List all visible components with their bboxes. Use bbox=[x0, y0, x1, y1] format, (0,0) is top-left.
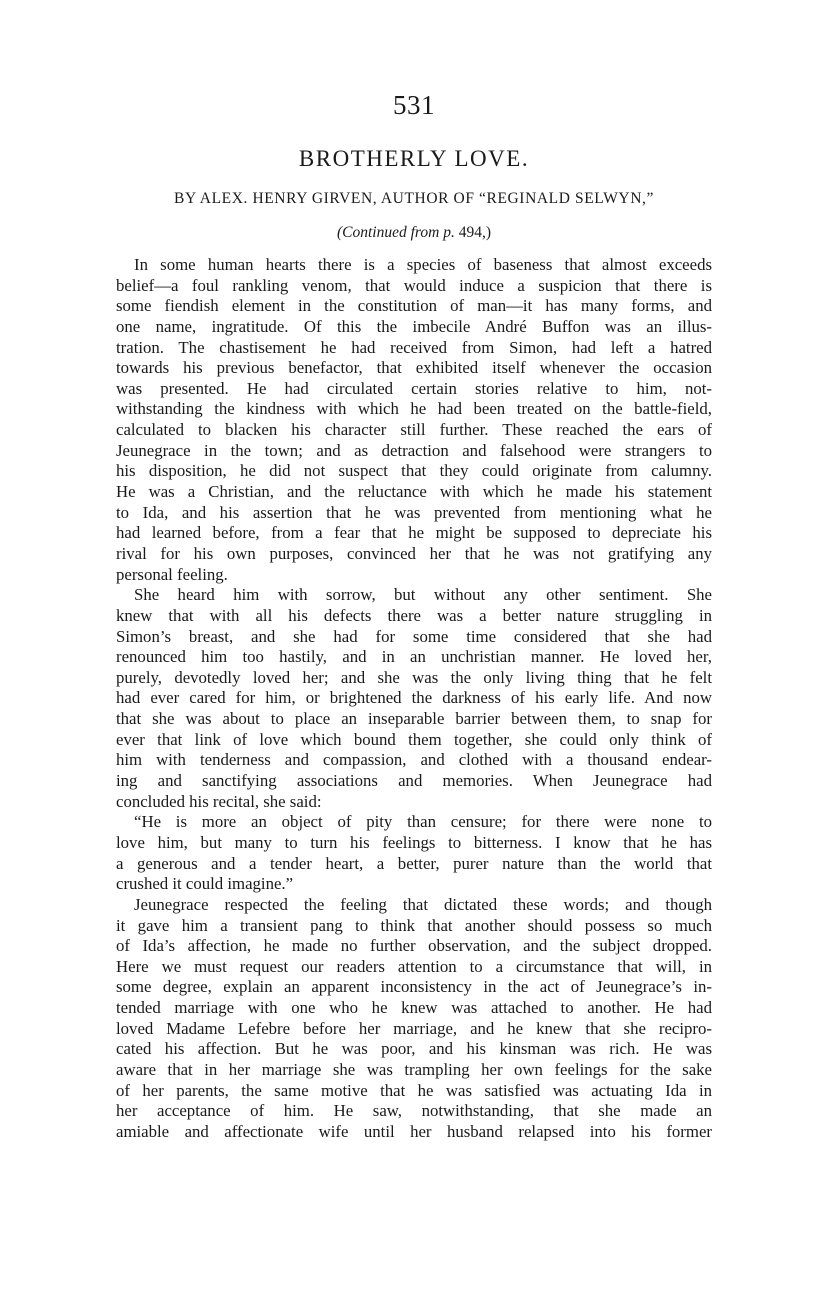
text-line: belief—a foul rankling venom, that would induce a suspicion that there is bbox=[116, 275, 712, 295]
text-line: ever that link of love which bound them together, she could only think of bbox=[116, 729, 712, 749]
article-title: BROTHERLY LOVE. bbox=[298, 146, 530, 171]
text-line: a generous and a tender heart, a better, purer nature than the world that bbox=[116, 853, 712, 873]
text-line: concluded his recital, she said: bbox=[116, 791, 322, 811]
text-line: personal feeling. bbox=[116, 564, 228, 584]
text-line: He was a Christian, and the reluctance with which he made his statement bbox=[116, 482, 712, 502]
text-line: rival for his own purposes, convinced her that he was not gratifying any bbox=[116, 543, 712, 563]
byline: BY ALEX. HENRY GIRVEN, AUTHOR OF “REGINALD SELWYN,” bbox=[174, 190, 654, 207]
text-line: to Ida, and his assertion that he was prevented from mentioning what he bbox=[116, 502, 712, 522]
text-line: “He is more an object of pity than censure; for there were none to bbox=[134, 812, 712, 832]
text-line: tended marriage with one who he knew was attached to another. He had bbox=[116, 998, 712, 1018]
text-line: her acceptance of him. He saw, notwithstanding, that she made an bbox=[116, 1101, 712, 1121]
text-line: crushed it could imagine.” bbox=[116, 874, 294, 894]
text-line: In some human hearts there is a species of baseness that almost exceeds bbox=[134, 255, 712, 274]
text-line: Here we must request our readers attention to a circumstance that will, in bbox=[116, 956, 712, 976]
text-line: of her parents, the same motive that he was satisfied was actuating Ida in bbox=[116, 1080, 712, 1100]
text-line: him with tenderness and compassion, and clothed with a thousand endear- bbox=[116, 750, 712, 770]
text-line: She heard him with sorrow, but without any other sentiment. She bbox=[134, 585, 712, 605]
text-line: tration. The chastisement he had received from Simon, had left a hatred bbox=[116, 337, 712, 357]
text-line: amiable and affectionate wife until her husband relapsed into his former bbox=[116, 1121, 712, 1141]
text-line: aware that in her marriage she was trampling her own feelings for the sake bbox=[116, 1059, 712, 1079]
text-line: had ever cared for him, or brightened the darkness of his early life. And now bbox=[116, 688, 712, 708]
continued-note bbox=[116, 224, 712, 242]
text-line: was presented. He had circulated certain stories relative to him, not- bbox=[116, 378, 712, 398]
text-line: loved Madame Lefebre before her marriage, and he knew that she recipro- bbox=[116, 1018, 712, 1038]
text-line: his disposition, he did not suspect that they could originate from calumny. bbox=[116, 461, 712, 481]
text-line: it gave him a transient pang to think that another should possess so much bbox=[116, 915, 712, 935]
text-line: one name, ingratitude. Of this the imbecile André Buffon was an illus- bbox=[116, 316, 712, 336]
article-body bbox=[116, 255, 712, 1143]
text-line: calculated to blacken his character still further. These reached the ears of bbox=[116, 420, 712, 440]
text-line: Jeunegrace respected the feeling that dictated these words; and though bbox=[134, 894, 712, 914]
text-line: cated his affection. But he was poor, and his kinsman was rich. He was bbox=[116, 1039, 712, 1059]
text-line: Simon’s breast, and she had for some time considered that she had bbox=[116, 626, 712, 646]
text-line: some fiendish element in the constitution of man—it has many forms, and bbox=[116, 296, 712, 316]
text-line: Jeunegrace in the town; and as detraction and falsehood were strangers to bbox=[116, 440, 712, 460]
text-line: knew that with all his defects there was a better nature struggling in bbox=[116, 605, 712, 625]
text-line: of Ida’s affection, he made no further observation, and the subject dropped. bbox=[116, 936, 712, 956]
text-line: purely, devotedly loved her; and she was the only living thing that he felt bbox=[116, 667, 712, 687]
text-line: ing and sanctifying associations and memories. When Jeunegrace had bbox=[116, 771, 712, 791]
text-line: withstanding the kindness with which he had been treated on the battle-field, bbox=[116, 399, 712, 419]
continued-note-italic: (Continued from p. bbox=[337, 224, 455, 241]
text-line: towards his previous benefactor, that exhibited itself whenever the occasion bbox=[116, 358, 712, 378]
text-line: renounced him too hastily, and in an unchristian manner. He loved her, bbox=[116, 647, 712, 667]
text-line: had learned before, from a fear that he might be supposed to depreciate his bbox=[116, 523, 712, 543]
continued-note-page: 494,) bbox=[454, 224, 491, 241]
text-line: some degree, explain an apparent inconsistency in the act of Jeunegrace’s in- bbox=[116, 977, 712, 997]
page-number: 531 bbox=[393, 90, 435, 120]
text-line: that she was about to place an inseparable barrier between them, to snap for bbox=[116, 709, 712, 729]
text-line: love him, but many to turn his feelings to bitterness. I know that he has bbox=[116, 832, 712, 852]
